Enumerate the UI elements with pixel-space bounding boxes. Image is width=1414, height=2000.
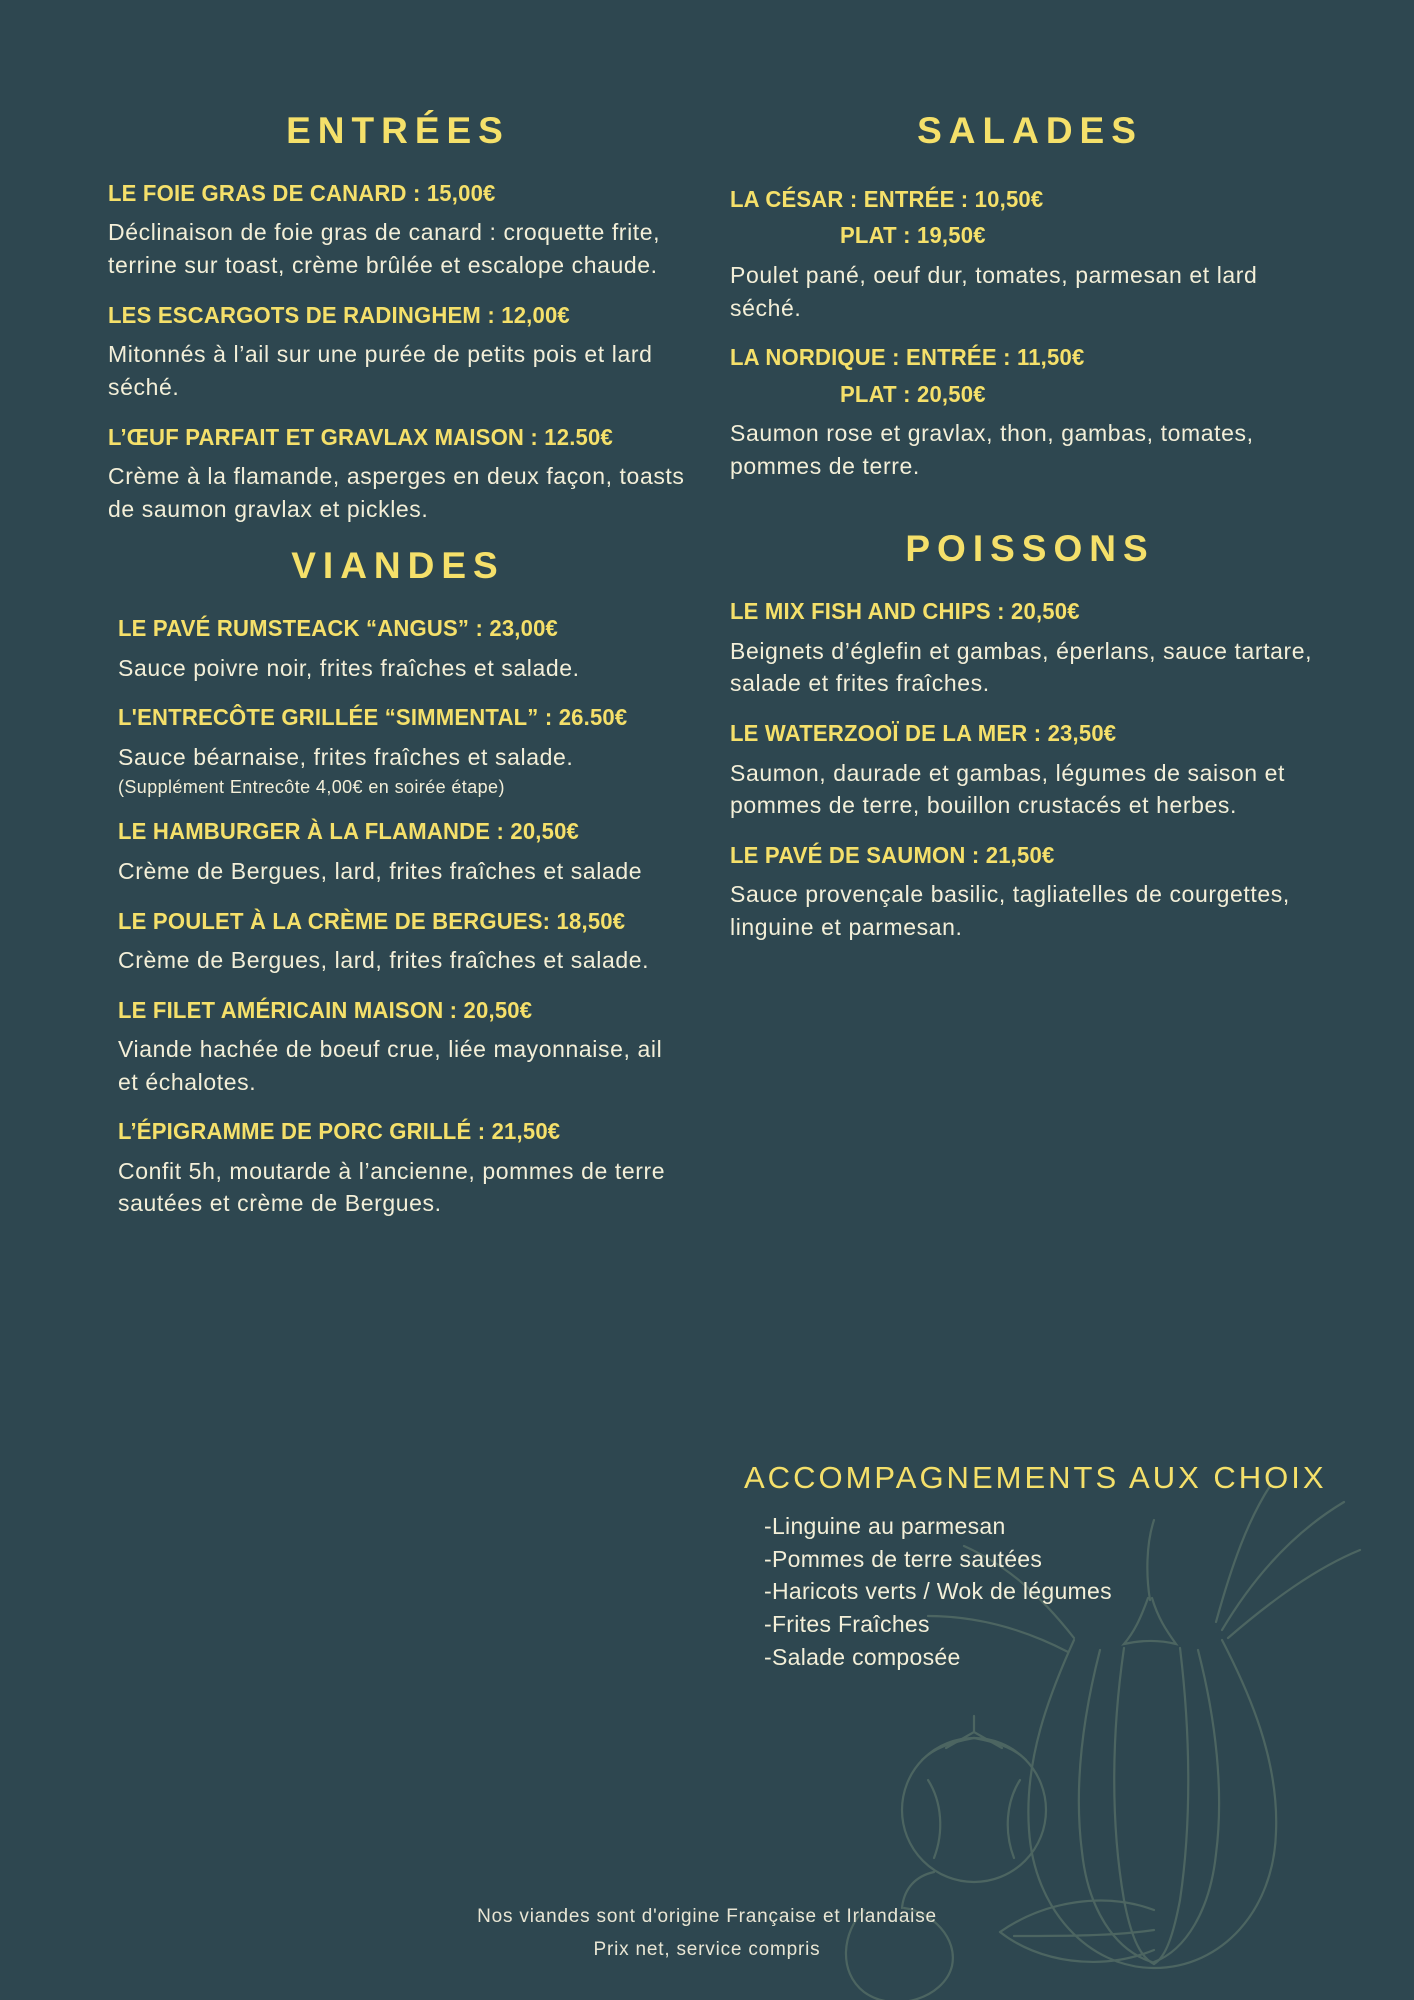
menu-item-name: LE FILET AMÉRICAIN MAISON : 20,50€: [118, 996, 533, 1023]
menu-item-description: Beignets d’églefin et gambas, éperlans, sauce tartare, salade et frites fraîches.: [730, 637, 1313, 697]
section-title-entrees: ENTRÉES: [286, 110, 510, 151]
menu-item-name: LE WATERZOOÏ DE LA MER : 23,50€: [730, 720, 1117, 747]
section-title-salades: SALADES: [917, 110, 1143, 151]
left-column: [108, 110, 688, 1240]
menu-item-description: Saumon, daurade et gambas, légumes de saison et pommes de terre, bouillon crustacés et herbes.: [730, 759, 1285, 819]
list-item: -Salade composée: [764, 1643, 961, 1670]
menu-item-name: LES ESCARGOTS DE RADINGHEM : 12,00€: [108, 301, 570, 328]
menu-item: [730, 186, 1330, 324]
menu-item-description: Viande hachée de boeuf crue, liée mayonnaise, ail et échalotes.: [118, 1036, 663, 1095]
menu-item-description: Sauce poivre noir, frites fraîches et salade.: [118, 654, 580, 681]
menu-item: [108, 180, 688, 282]
menu-item: [108, 424, 688, 526]
menu-item-name: L’ÉPIGRAMME DE PORC GRILLÉ : 21,50€: [118, 1118, 561, 1145]
accompagnements-list: [744, 1510, 1364, 1673]
footer-line-price: Prix net, service compris: [593, 1938, 821, 1960]
menu-item: [108, 302, 688, 404]
menu-item-description: Déclinaison de foie gras de canard : croquette frite, terrine sur toast, crème brûlée et escalope chaude.: [108, 219, 661, 279]
menu-item-name: LE PAVÉ RUMSTEACK “ANGUS” : 23,00€: [118, 615, 559, 642]
footer: [0, 1901, 1414, 1966]
menu-item-description: Saumon rose et gravlax, thon, gambas, tomates, pommes de terre.: [730, 420, 1254, 479]
menu-item: [730, 344, 1330, 482]
menu-item-note: (Supplément Entrecôte 4,00€ en soirée étape): [118, 777, 505, 798]
section-title-poissons: POISSONS: [905, 528, 1155, 570]
menu-item-name: LE PAVÉ DE SAUMON : 21,50€: [730, 841, 1055, 868]
section-title-viandes: VIANDES: [291, 545, 505, 587]
menu-item-description: Mitonnés à l’ail sur une purée de petits pois et lard séché.: [108, 341, 653, 400]
menu-item: [118, 704, 688, 798]
list-item: -Frites Fraîches: [764, 1610, 930, 1637]
menu-item: [730, 720, 1330, 822]
right-column: [730, 110, 1330, 964]
menu-item-name: LE HAMBURGER À LA FLAMANDE : 20,50€: [118, 818, 580, 845]
menu-item: [118, 818, 688, 887]
menu-item-name: LE FOIE GRAS DE CANARD : 15,00€: [108, 180, 496, 206]
menu-item-description: Confit 5h, moutarde à l’ancienne, pommes de terre sautées et crème de Bergues.: [118, 1157, 666, 1217]
menu-item-name: LE POULET À LA CRÈME DE BERGUES: 18,50€: [118, 907, 626, 934]
menu-item-name: LE MIX FISH AND CHIPS : 20,50€: [730, 598, 1080, 625]
menu-item: [730, 598, 1330, 700]
menu-item-description: Crème de Bergues, lard, frites fraîches et salade.: [118, 946, 650, 973]
list-item: -Linguine au parmesan: [764, 1513, 1006, 1539]
menu-item-name: L'ENTRECÔTE GRILLÉE “SIMMENTAL” : 26.50€: [118, 704, 628, 731]
menu-item-description: Poulet pané, oeuf dur, tomates, parmesan et lard séché.: [730, 261, 1258, 321]
menu-item: [730, 842, 1330, 944]
menu-item: [118, 1118, 688, 1220]
footer-line-origin: Nos viandes sont d'origine Française et Irlandaise: [477, 1906, 937, 1928]
menu-item: [118, 908, 688, 977]
list-item: -Haricots verts / Wok de légumes: [764, 1578, 1112, 1605]
menu-item-price-secondary: PLAT : 20,50€: [840, 380, 986, 407]
menu-item: [118, 615, 688, 684]
menu-item: [118, 997, 688, 1099]
menu-item-description: Crème de Bergues, lard, frites fraîches et salade: [118, 857, 643, 884]
menu-item-name: LA CÉSAR : ENTRÉE : 10,50€: [730, 186, 1044, 212]
menu-item-name: LA NORDIQUE : ENTRÉE : 11,50€: [730, 344, 1085, 371]
menu-item-description: Sauce provençale basilic, tagliatelles de courgettes, linguine et parmesan.: [730, 881, 1290, 940]
accompagnements-section: [744, 1460, 1364, 1673]
menu-item-description: Crème à la flamande, asperges en deux façon, toasts de saumon gravlax et pickles.: [108, 462, 685, 522]
section-title-accompagnements: ACCOMPAGNEMENTS AUX CHOIX: [744, 1460, 1327, 1495]
list-item: -Pommes de terre sautées: [764, 1545, 1043, 1572]
menu-item-name: L’ŒUF PARFAIT ET GRAVLAX MAISON : 12.50€: [108, 423, 613, 450]
menu-item-price-secondary: PLAT : 19,50€: [840, 222, 986, 249]
menu-item-description: Sauce béarnaise, frites fraîches et salade.: [118, 743, 574, 770]
